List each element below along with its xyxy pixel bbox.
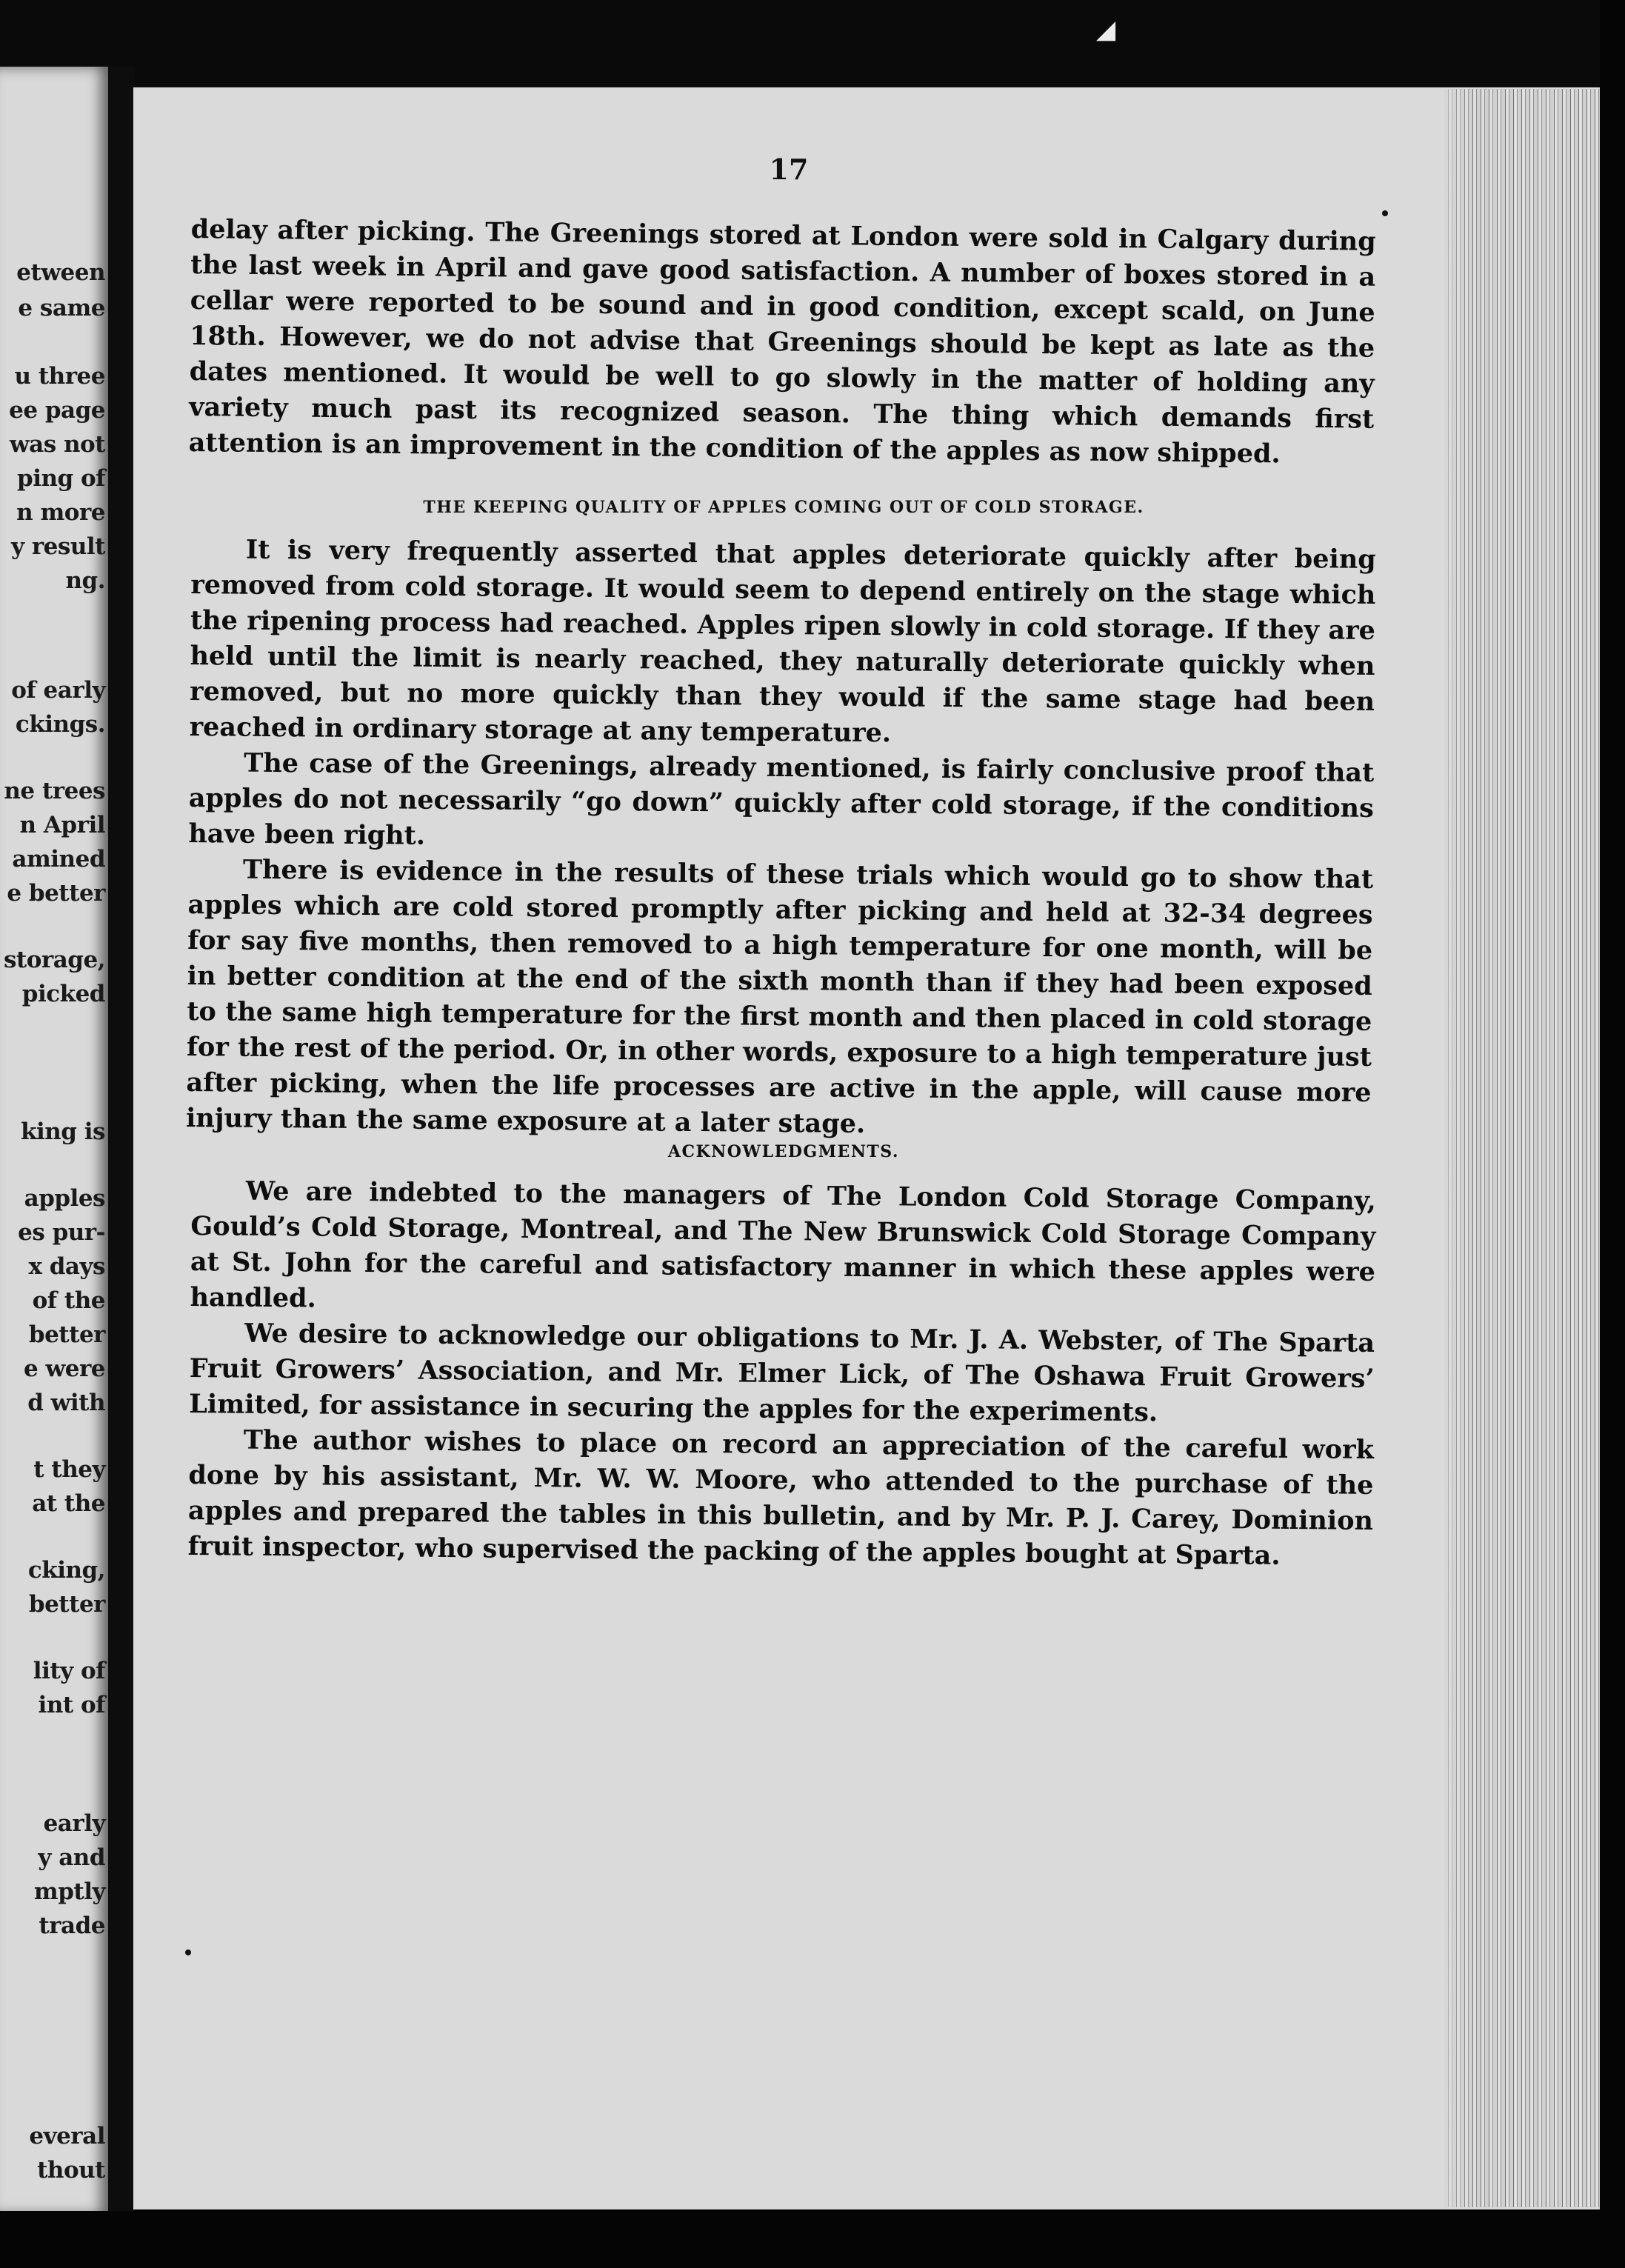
left-fragment: at the — [32, 1490, 105, 1517]
left-fragment: ng. — [65, 567, 105, 594]
scan-bottom-border — [0, 2211, 1625, 2268]
left-fragment: trade — [39, 1912, 105, 1939]
left-fragment: n more — [16, 499, 105, 526]
left-fragment: picked — [21, 981, 105, 1007]
left-fragment: better — [28, 1591, 105, 1618]
left-fragment: y and — [38, 1844, 105, 1871]
left-fragment: cking, — [27, 1557, 105, 1584]
left-fragment: e same — [18, 295, 105, 321]
page-number: 17 — [769, 153, 809, 186]
left-fragment: was not — [9, 431, 105, 458]
paragraph: It is very frequently asserted that apples deteriorate quickly after being removed from cold storage. It would seem to depend entirely on the stage which the ripening process had reached. Apples ripen slowly in cold storage. If they are held until the limit is nearly reached, they naturally deteriorate quickly when removed, but no more quickly than they would if the same stage had been reached in ordinary storage at any temperature. — [189, 534, 1376, 749]
left-fragment: thout — [37, 2157, 105, 2184]
left-fragment: int of — [38, 1692, 105, 1718]
left-fragment: n April — [19, 812, 105, 838]
continuation-paragraph — [188, 212, 1375, 473]
left-fragment: ckings. — [15, 711, 105, 738]
left-fragment: u three — [14, 363, 105, 390]
section-heading-acknowledgments: ACKNOWLEDGMENTS. — [667, 1142, 900, 1161]
ink-speck — [1382, 210, 1388, 216]
left-fragment: e were — [24, 1355, 105, 1382]
left-fragment: everal — [29, 2123, 105, 2149]
left-fragment: early — [43, 1810, 105, 1837]
paragraph: We desire to acknowledge our obligations to Mr. J. A. Webster, of The Sparta Fruit Growers’ Association, and Mr. Elmer Lick, of The Oshawa Fruit Growers’ Limited, for assistance in securing the apples for the experiments. — [189, 1318, 1375, 1428]
left-fragment: of early — [11, 677, 105, 704]
left-fragment: etween — [16, 259, 105, 286]
left-fragment: ping of — [17, 465, 105, 492]
scan-right-border — [1600, 0, 1625, 2268]
scan-top-border — [0, 0, 1625, 89]
left-fragment: of the — [32, 1287, 105, 1314]
left-fragment: ne trees — [4, 778, 105, 804]
book-gutter — [108, 67, 135, 2215]
left-fragment: amined — [12, 846, 105, 873]
left-fragment: t they — [33, 1456, 105, 1483]
left-fragment: es pur- — [18, 1219, 105, 1246]
left-fragment: y result — [11, 533, 105, 560]
paragraph: The case of the Greenings, already mentioned, is fairly conclusive proof that apples do not necessarily “go down” quickly after cold storage, if the conditions have been right. — [188, 747, 1375, 851]
left-fragment: x days — [28, 1253, 105, 1280]
left-page-edge — [0, 67, 111, 2215]
left-fragment: d with — [27, 1390, 105, 1416]
ink-speck — [185, 1950, 191, 1955]
left-fragment: king is — [21, 1118, 105, 1145]
left-fragment: storage, — [3, 947, 105, 973]
paragraph: We are indebted to the managers of The London Cold Storage Company, Gould’s Cold Storage, Montreal, and The New Brunswick Cold Storage Company at St. John for the careful and satisfactory manner in which these apples were handled. — [190, 1175, 1376, 1314]
paragraph: delay after picking. The Greenings stored at London were sold in Calgary during the last week in April and gave good satisfaction. A number of boxes stored in a cellar were reported to be sound and in good condition, except scald, on June 18th. However, we do not advise that Greenings should be kept as late as the dates mentioned. It would be well to go slowly in the matter of holding any variety much past its recognized season. The thing which demands first attention is an improvement in the condition of the apples as now shipped. — [188, 213, 1376, 470]
left-fragment: better — [28, 1321, 105, 1348]
left-fragment: ee page — [9, 397, 105, 424]
paragraph: There is evidence in the results of these trials which would go to show that apples which are cold stored promptly after picking and held at 32-34 degrees for say five months, then removed to a high temperature for one month, will be in better condition at the end of the sixth month than if they had been exposed to the same high temperature for the first month and then placed in cold storage for the rest of the period. Or, in other words, exposure to a high temperature just after picking, when the life processes are active in the apple, will cause more injury than the same exposure at a later stage. — [185, 854, 1374, 1139]
left-fragment: mptly — [33, 1878, 105, 1905]
section-ack-body — [187, 1173, 1376, 1575]
left-fragment: e better — [7, 880, 105, 907]
left-fragment: apples — [24, 1185, 105, 1212]
left-fragment: lity of — [33, 1658, 105, 1684]
page-edge-fade — [1429, 87, 1474, 2209]
paragraph: The author wishes to place on record an appreciation of the careful work done by his assistant, Mr. W. W. Moore, who attended to the purchase of the apples and prepared the tables in this bulletin, and by Mr. P. J. Carey, Dominion fruit inspector, who supervised the packing of the apples bought at Sparta. — [187, 1424, 1374, 1571]
section-keeping-body — [186, 532, 1376, 1147]
section-heading-keeping-quality: THE KEEPING QUALITY OF APPLES COMING OUT OF COLD STORAGE. — [423, 498, 1144, 517]
scan-corner-mark: ◢ — [1096, 15, 1116, 44]
